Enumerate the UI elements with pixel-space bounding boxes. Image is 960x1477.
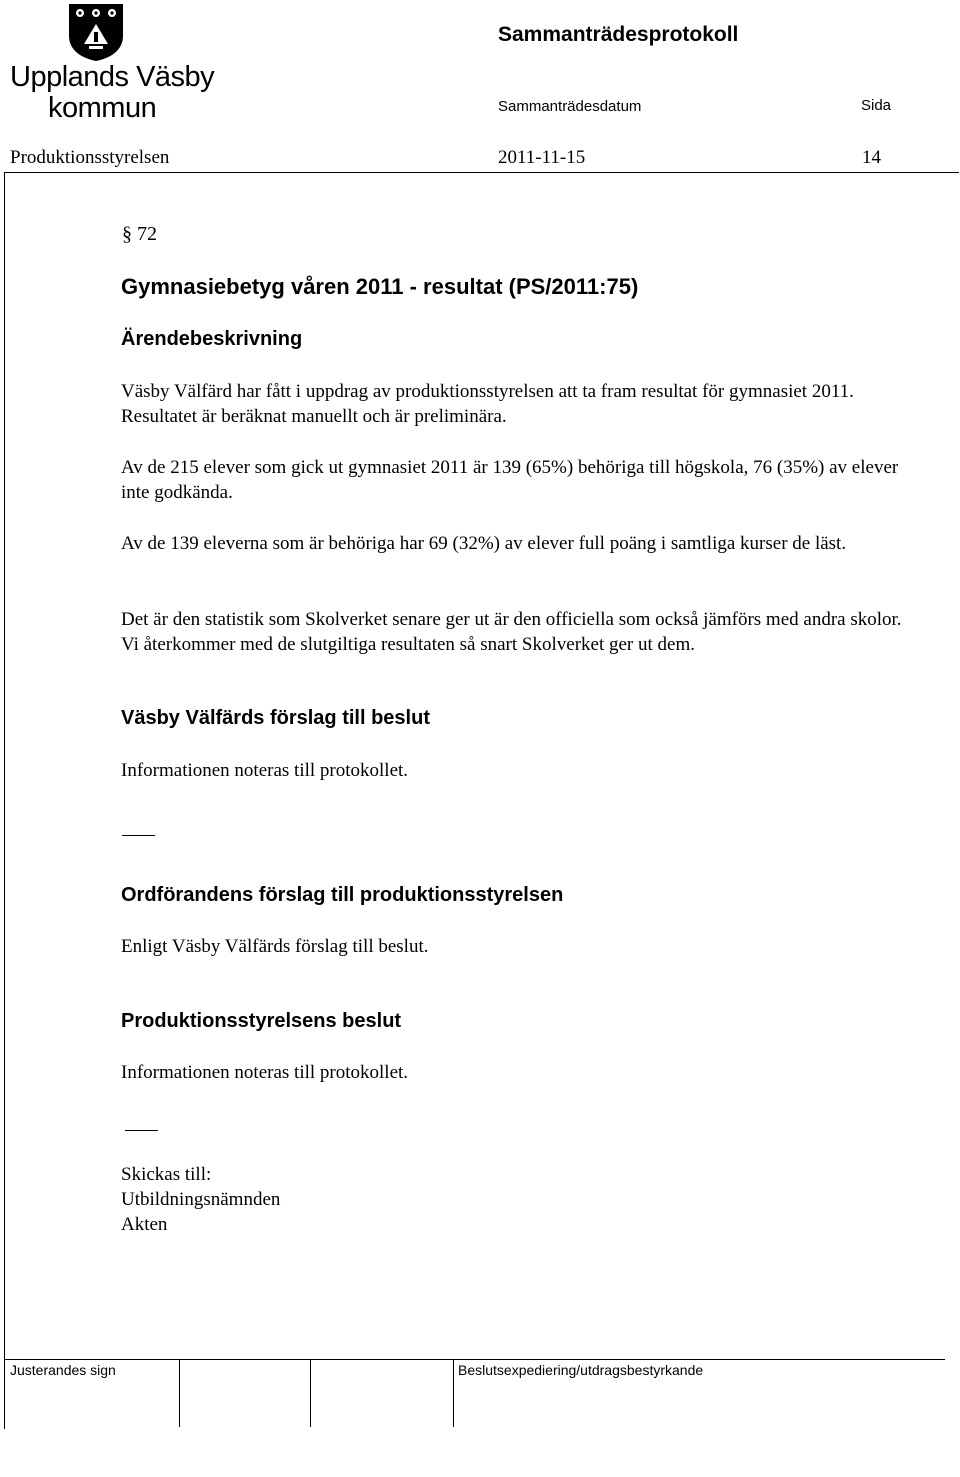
recipient-item: Akten [121,1214,168,1235]
proposal-text: Informationen noteras till protokollet. [121,760,409,781]
extract-certification-label: Beslutsexpediering/utdragsbestyrkande [458,1362,704,1378]
recipient-item: Utbildningsnämnden [121,1189,281,1210]
paragraph: Av de 215 elever som gick ut gymnasiet 2011 är 139 (65%) behöriga till högskola, 76 (35%) av elever inte godkända. [121,457,899,503]
signature-label: Justerandes sign [10,1362,116,1378]
document-type: Sammanträdesprotokoll [498,23,739,46]
proposal-heading: Väsby Välfärds förslag till beslut [121,707,430,729]
page-number: 14 [862,147,881,168]
committee-name: Produktionsstyrelsen [10,147,170,168]
separator-dash [122,835,155,836]
header-rule [4,172,959,173]
decision-heading: Produktionsstyrelsens beslut [121,1010,402,1032]
decision-text: Informationen noteras till protokollet. [121,1062,409,1083]
paragraph: Det är den statistik som Skolverket senare ger ut är den officiella som också jämförs med andra skolor. Vi återkommer med de slutgiltiga resultaten så snart Skolverket ger ut dem. [121,609,902,655]
org-name: Upplands Väsby [10,61,215,93]
date-label: Sammanträdesdatum [498,98,642,115]
left-frame-line [4,172,5,1429]
org-name-sub: kommun [48,92,157,124]
sent-to-label: Skickas till: [121,1164,212,1185]
section-title: Gymnasiebetyg våren 2011 - resultat (PS/2011:75) [121,274,639,299]
signature-box-divider [453,1359,454,1427]
paragraph: Väsby Välfärd har fått i uppdrag av produktionsstyrelsen att ta fram resultat för gymnasiet 2011. Resultatet är beräknat manuellt och är preliminära. [121,381,854,427]
signature-box-divider [310,1359,311,1427]
description-heading: Ärendebeskrivning [121,328,303,350]
chair-proposal-text: Enligt Väsby Välfärds förslag till beslut. [121,936,429,957]
paragraph-number: § 72 [122,223,157,245]
signature-box-divider [179,1359,180,1427]
chair-proposal-heading: Ordförandens förslag till produktionsstyrelsen [121,884,564,906]
separator-dash [125,1130,158,1131]
paragraph: Av de 139 eleverna som är behöriga har 69 (32%) av elever full poäng i samtliga kurser de läst. [121,533,847,554]
meeting-date: 2011-11-15 [498,147,586,168]
page-label: Sida [861,97,892,114]
footer-rule [4,1359,945,1360]
coat-of-arms-logo [67,2,125,62]
